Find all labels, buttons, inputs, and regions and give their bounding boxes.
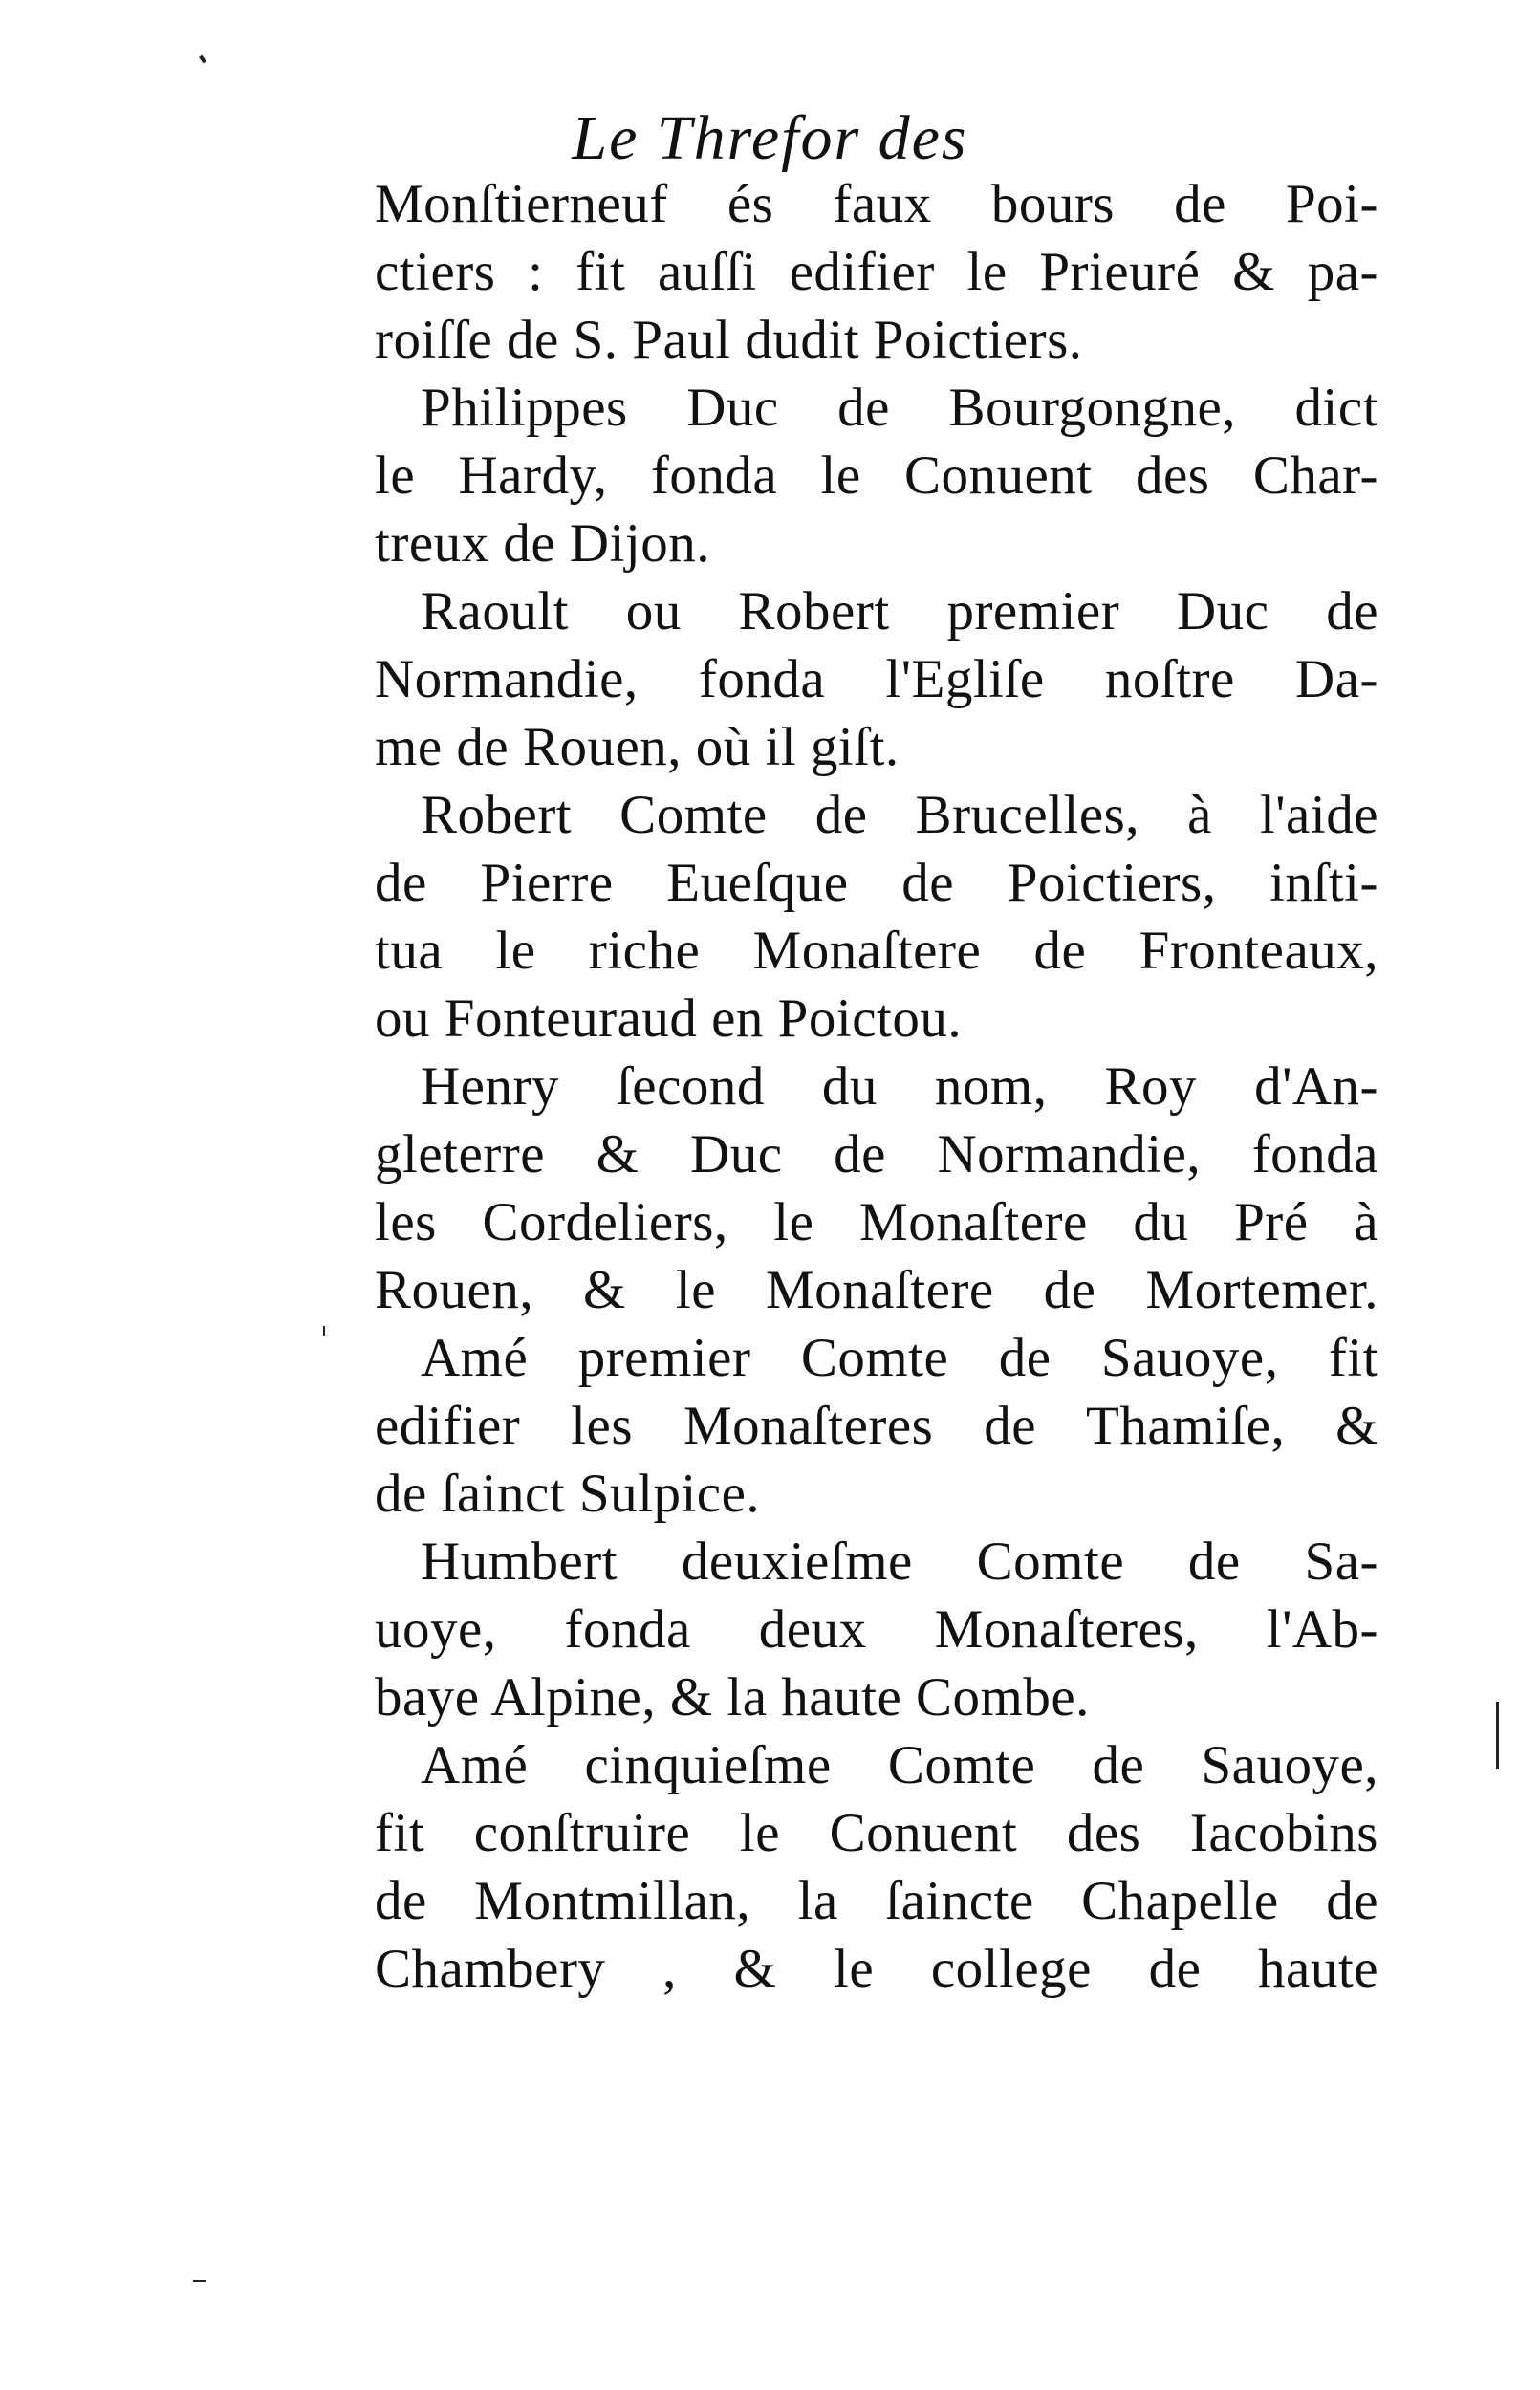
text-line: Henry ſecond du nom, Roy d'An- bbox=[421, 1056, 1378, 1117]
text-line: me de Rouen, où il giſt. bbox=[375, 717, 900, 777]
text-line: gleterre & Duc de Normandie, fonda bbox=[375, 1124, 1378, 1184]
scan-speck bbox=[199, 55, 206, 64]
text-line: Raoult ou Robert premier Duc de bbox=[421, 581, 1378, 641]
text-line: uoye, fonda deux Monaſteres, l'Ab- bbox=[375, 1599, 1378, 1660]
text-line: de ſainct Sulpice. bbox=[375, 1464, 761, 1524]
scan-speck bbox=[193, 2280, 206, 2282]
text-line: Normandie, fonda l'Egliſe noſtre Da- bbox=[375, 649, 1378, 709]
text-line: baye Alpine, & la haute Combe. bbox=[375, 1667, 1090, 1727]
text-line: Chambery , & le college de haute bbox=[375, 1939, 1378, 1999]
text-line: ou Fonteuraud en Poictou. bbox=[375, 989, 963, 1049]
text-line: Rouen, & le Monaſtere de Mortemer. bbox=[375, 1260, 1378, 1320]
text-line: roiſſe de S. Paul dudit Poictiers. bbox=[375, 310, 1083, 370]
scan-speck bbox=[1496, 1702, 1499, 1769]
text-line: tua le riche Monaſtere de Fronteaux, bbox=[375, 921, 1378, 981]
scan-speck bbox=[323, 1326, 325, 1336]
text-line: Amé cinquieſme Comte de Sauoye, bbox=[421, 1735, 1378, 1795]
text-line: fit conſtruire le Conuent des Iacobins bbox=[375, 1803, 1378, 1863]
text-line: de Pierre Eueſque de Poictiers, inſti- bbox=[375, 853, 1378, 913]
text-line: les Cordeliers, le Monaſtere du Pré à bbox=[375, 1192, 1378, 1252]
text-line: edifier les Monaſteres de Thamiſe, & bbox=[375, 1396, 1378, 1456]
text-line: Monſtierneuf és faux bours de Poi- bbox=[375, 174, 1378, 234]
text-line: Robert Comte de Brucelles, à l'aide bbox=[421, 785, 1378, 845]
text-line: Humbert deuxieſme Comte de Sa- bbox=[421, 1532, 1378, 1592]
running-head: Le Threfor des bbox=[572, 103, 968, 173]
text-line: Philippes Duc de Bourgongne, dict bbox=[421, 378, 1378, 438]
text-line: le Hardy, fonda le Conuent des Char- bbox=[375, 445, 1378, 506]
text-line: treux de Dijon. bbox=[375, 513, 711, 574]
body-text bbox=[375, 170, 1378, 2003]
text-line: ctiers : fit auſſi edifier le Prieuré & pa- bbox=[375, 242, 1378, 302]
text-line: de Montmillan, la ſaincte Chapelle de bbox=[375, 1871, 1378, 1931]
text-line: Amé premier Comte de Sauoye, fit bbox=[421, 1328, 1378, 1388]
